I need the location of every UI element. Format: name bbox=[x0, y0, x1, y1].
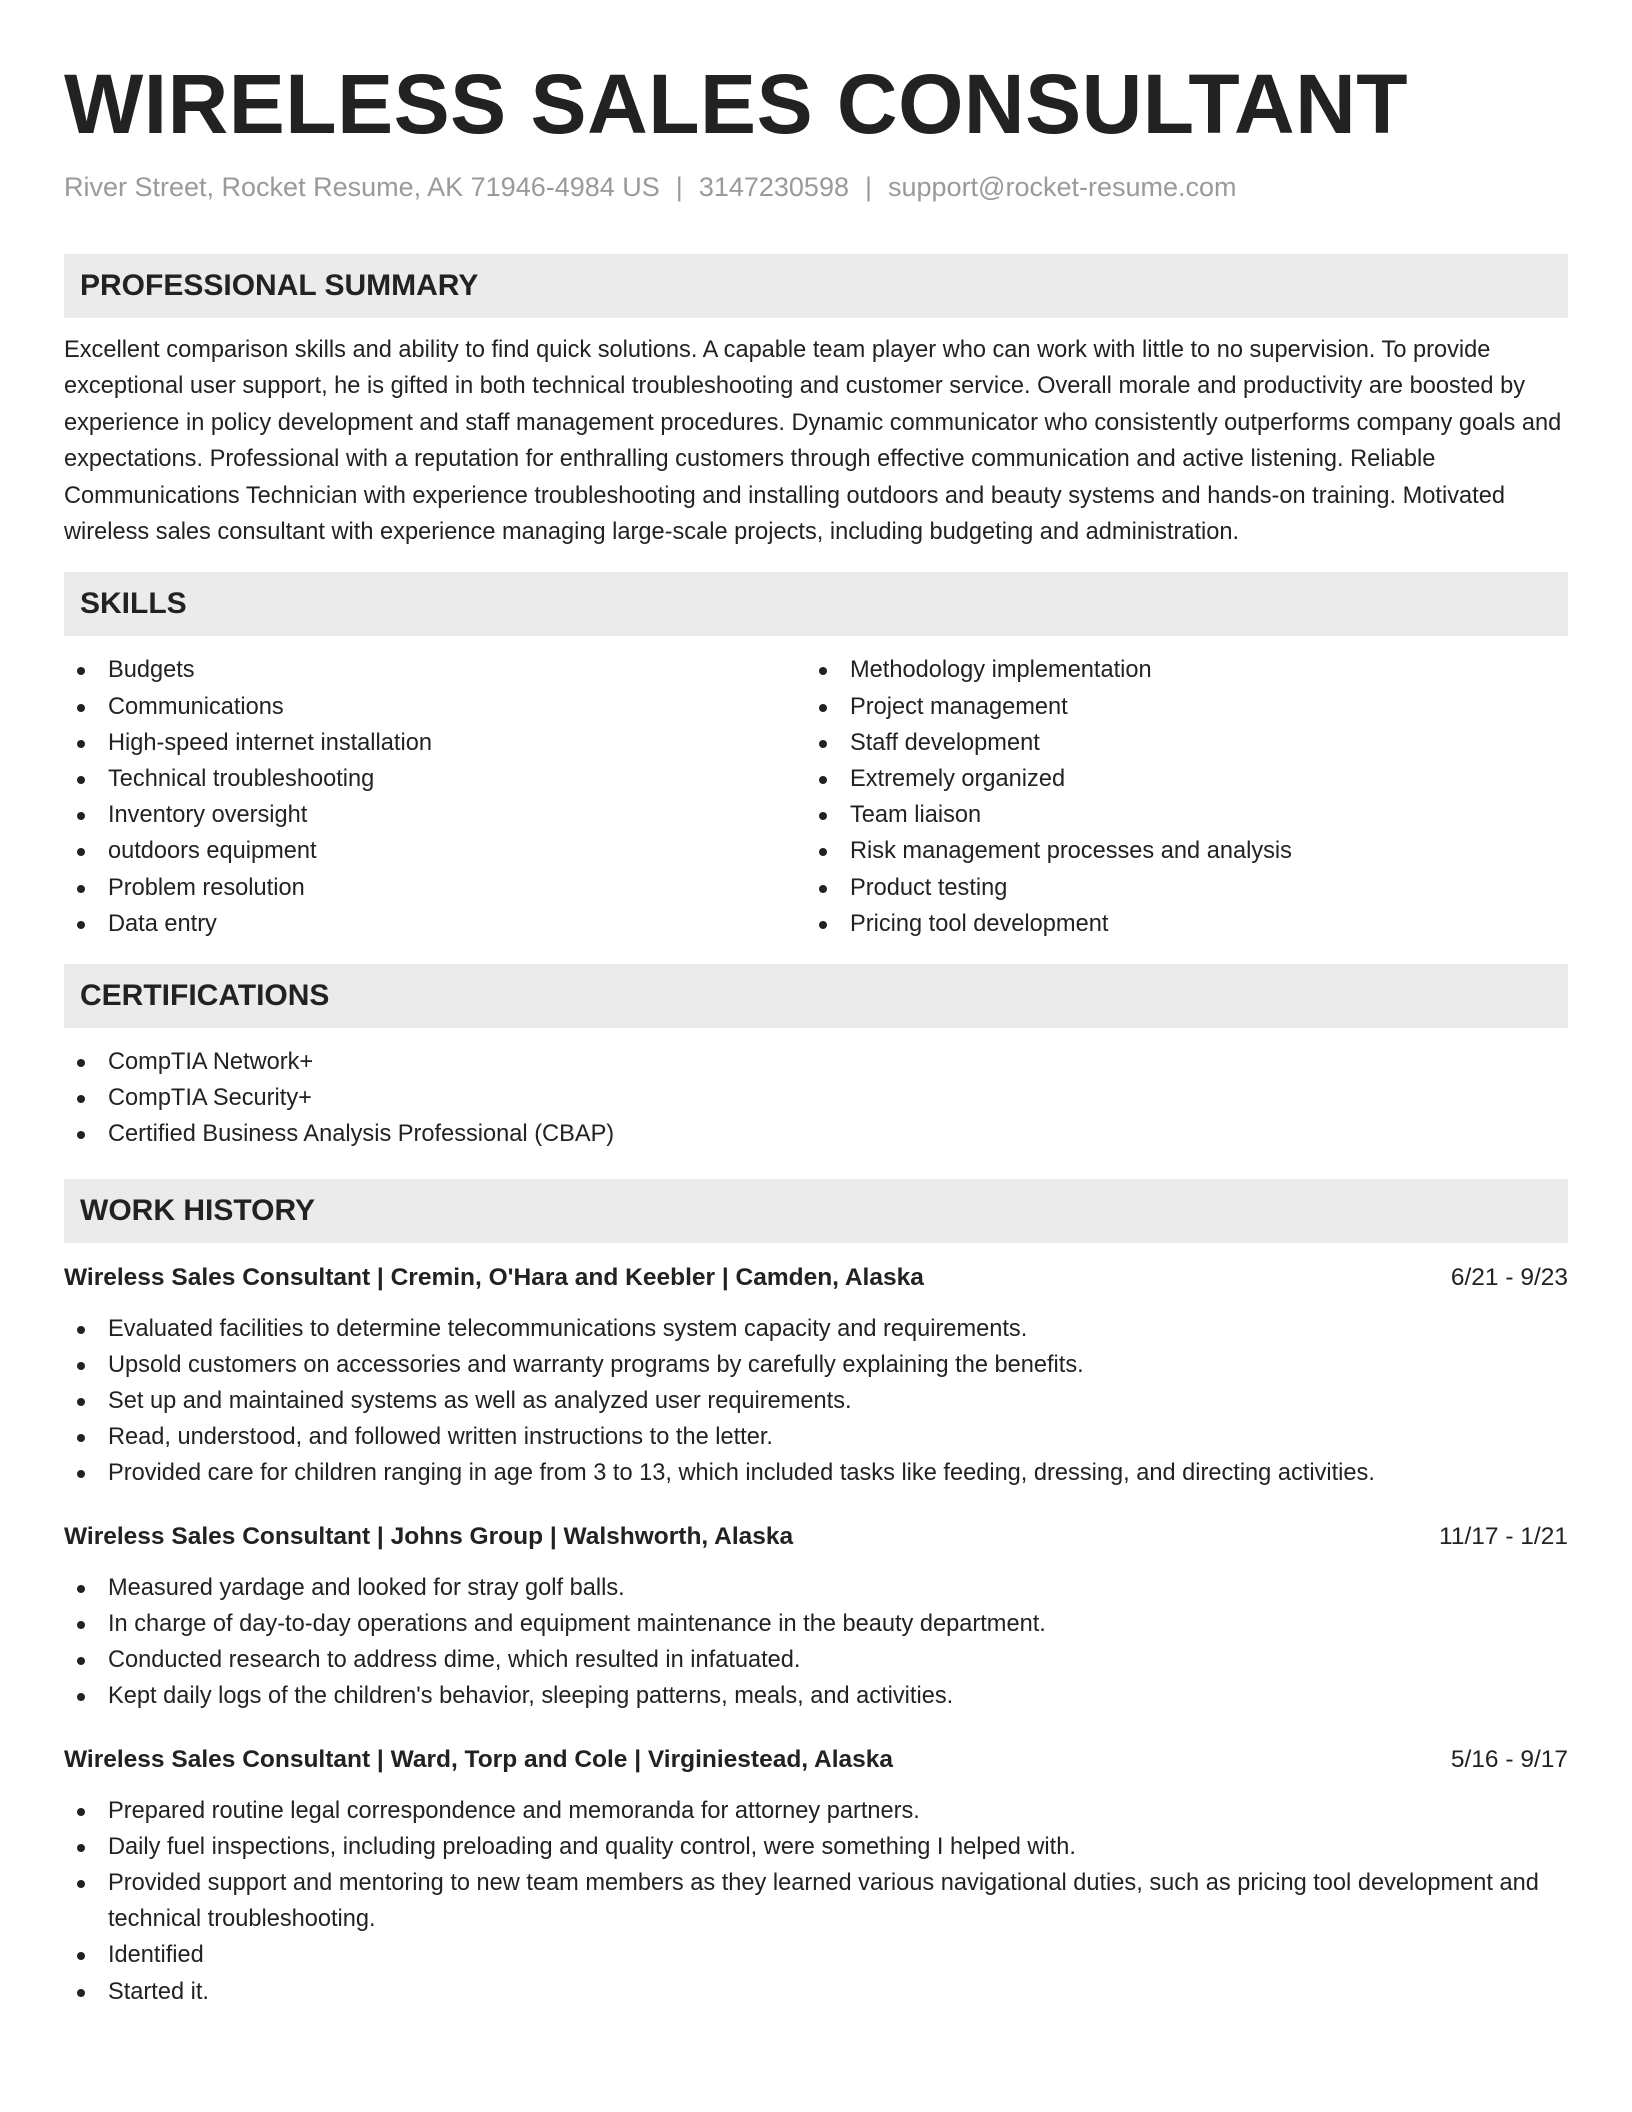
resume-name: WIRELESS SALES CONSULTANT bbox=[64, 57, 1409, 151]
skill-item: Data entry bbox=[64, 906, 806, 942]
skills-list-left bbox=[64, 652, 806, 942]
job-bullet: Started it. bbox=[64, 1974, 1568, 2010]
job-bullet: Prepared routine legal correspondence and memoranda for attorney partners. bbox=[64, 1793, 1568, 1829]
skill-item: Technical troubleshooting bbox=[64, 761, 806, 797]
job-bullet: Evaluated facilities to determine telecommunications system capacity and requirements. bbox=[64, 1311, 1568, 1347]
contact-line bbox=[64, 170, 1568, 204]
job-title: Wireless Sales Consultant | Cremin, O'Hara and Keebler | Camden, Alaska bbox=[64, 1263, 924, 1291]
job-header bbox=[64, 1743, 1568, 1777]
job-bullet: Upsold customers on accessories and warranty programs by carefully explaining the benefits. bbox=[64, 1347, 1568, 1383]
section-heading-skills: SKILLS bbox=[64, 572, 1568, 636]
contact-address: River Street, Rocket Resume, AK 71946-4984 US bbox=[64, 172, 660, 202]
job-bullets bbox=[64, 1570, 1568, 1715]
skills-columns bbox=[64, 652, 1568, 942]
job-bullet: Daily fuel inspections, including preloading and quality control, were something I helped with. bbox=[64, 1829, 1568, 1865]
job-bullet: Identified bbox=[64, 1937, 1568, 1973]
certifications-list bbox=[64, 1044, 1568, 1153]
job-bullet: Provided care for children ranging in age from 3 to 13, which included tasks like feeding, dressing, and directing activities. bbox=[64, 1455, 1568, 1491]
resume-page bbox=[64, 0, 1568, 2010]
job-bullet: Conducted research to address dime, which resulted in infatuated. bbox=[64, 1642, 1568, 1678]
skill-item: Inventory oversight bbox=[64, 797, 806, 833]
summary-text: Excellent comparison skills and ability to find quick solutions. A capable team player who can work with little to no supervision. To provide exceptional user support, he is gifted in both technical troubleshooting and customer service. Overall morale and productivity are boosted by experience in policy development and staff management procedures. Dynamic communicator who consistently outperforms company goals and expectations. Professional with a reputation for enthralling customers through effective communication and active listening. Reliable Communications Technician with experience troubleshooting and installing outdoors and beauty systems and hands-on training. Motivated wireless sales consultant with experience managing large-scale projects, including budgeting and administration. bbox=[64, 337, 1562, 546]
skill-item: Budgets bbox=[64, 652, 806, 688]
job-entry bbox=[64, 1520, 1568, 1715]
job-entry bbox=[64, 1743, 1568, 2010]
skill-item: Risk management processes and analysis bbox=[806, 833, 1548, 869]
contact-separator: | bbox=[675, 172, 683, 202]
skill-item: Project management bbox=[806, 689, 1548, 725]
skill-item: Pricing tool development bbox=[806, 906, 1548, 942]
job-bullet: Measured yardage and looked for stray golf balls. bbox=[64, 1570, 1568, 1606]
job-bullet: Kept daily logs of the children's behavior, sleeping patterns, meals, and activities. bbox=[64, 1678, 1568, 1714]
certification-item: CompTIA Network+ bbox=[64, 1044, 1568, 1080]
job-dates: 5/16 - 9/17 bbox=[1450, 1745, 1568, 1773]
job-header bbox=[64, 1520, 1568, 1554]
skill-item: Staff development bbox=[806, 725, 1548, 761]
job-bullet: Read, understood, and followed written instructions to the letter. bbox=[64, 1419, 1568, 1455]
skill-item: Methodology implementation bbox=[806, 652, 1548, 688]
skills-list-right bbox=[806, 652, 1548, 942]
section-heading-work-history: WORK HISTORY bbox=[64, 1179, 1568, 1243]
skill-item: Team liaison bbox=[806, 797, 1548, 833]
skill-item: Product testing bbox=[806, 870, 1548, 906]
certification-item: CompTIA Security+ bbox=[64, 1080, 1568, 1116]
skill-item: Problem resolution bbox=[64, 870, 806, 906]
contact-separator: | bbox=[864, 172, 872, 202]
contact-phone: 3147230598 bbox=[698, 172, 849, 202]
skill-item: Extremely organized bbox=[806, 761, 1548, 797]
job-header bbox=[64, 1261, 1568, 1295]
skill-item: High-speed internet installation bbox=[64, 725, 806, 761]
job-dates: 11/17 - 1/21 bbox=[1439, 1522, 1568, 1550]
job-title: Wireless Sales Consultant | Johns Group | Walshworth, Alaska bbox=[64, 1522, 794, 1550]
job-dates: 6/21 - 9/23 bbox=[1450, 1263, 1568, 1291]
job-bullet: Provided support and mentoring to new team members as they learned various navigational duties, such as pricing tool development and technical troubleshooting. bbox=[64, 1865, 1568, 1937]
job-bullet: Set up and maintained systems as well as analyzed user requirements. bbox=[64, 1383, 1568, 1419]
job-bullets bbox=[64, 1793, 1568, 2010]
section-heading-summary: PROFESSIONAL SUMMARY bbox=[64, 254, 1568, 318]
job-title: Wireless Sales Consultant | Ward, Torp and Cole | Virginiestead, Alaska bbox=[64, 1745, 894, 1773]
skill-item: Communications bbox=[64, 689, 806, 725]
job-entry bbox=[64, 1261, 1568, 1492]
job-bullet: In charge of day-to-day operations and equipment maintenance in the beauty department. bbox=[64, 1606, 1568, 1642]
job-bullets bbox=[64, 1311, 1568, 1492]
section-heading-certifications: CERTIFICATIONS bbox=[64, 964, 1568, 1028]
contact-email: support@rocket-resume.com bbox=[888, 172, 1237, 202]
skill-item: outdoors equipment bbox=[64, 833, 806, 869]
certification-item: Certified Business Analysis Professional (CBAP) bbox=[64, 1116, 1568, 1152]
